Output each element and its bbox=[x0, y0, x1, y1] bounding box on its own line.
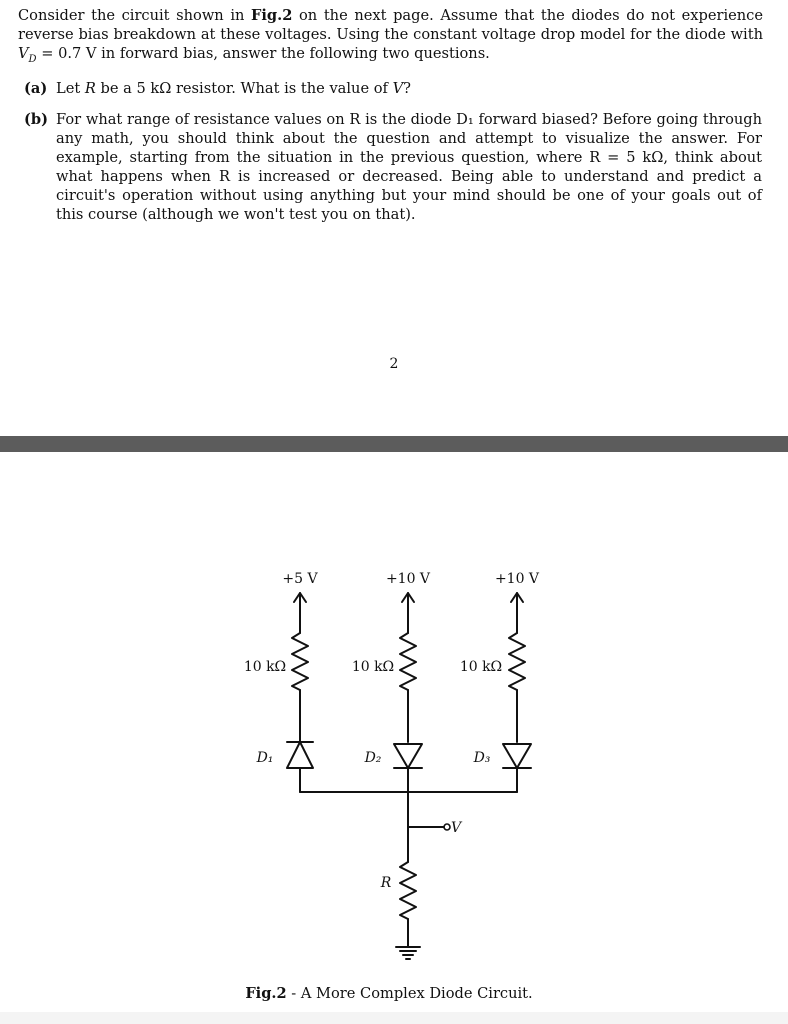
supply-arrow-3 bbox=[511, 593, 523, 633]
supply-arrow-1 bbox=[294, 593, 306, 633]
bottom-strip bbox=[0, 1012, 788, 1024]
resistor-label-1: 10 kΩ bbox=[243, 659, 287, 675]
diode-d3 bbox=[503, 744, 531, 792]
resistor-r-label: R bbox=[380, 875, 392, 891]
intro-paragraph: Consider the circuit shown in Fig.2 on the next page. Assume that the diodes do not experience reverse bias breakdown at these voltages. Using the constant voltage drop model for the diode with $V_D = 0.7$ V in forward bias, answer the following two questions. bbox=[18, 7, 763, 65]
diode-label-d2: D₂ bbox=[364, 750, 382, 766]
question-a-label: (a) bbox=[24, 80, 48, 97]
page-bottom bbox=[0, 452, 788, 1024]
supply-label-2: +10 V bbox=[385, 571, 431, 587]
question-b-text: For what range of resistance values on R is the diode D₁ forward biased? Before going through any math, you should think about the question and attempt to visualize the answer. For example, starting from the situation in the previous question, where R = 5 kΩ, think about what happens when R is increased or decreased. Being able to understand and predict a circuit's operation without using anything but your mind should be one of your goals out of this course (although we won't test you on that). bbox=[56, 111, 762, 223]
page-top bbox=[0, 0, 788, 436]
resistor-r bbox=[400, 862, 416, 919]
question-a-text: Let R be a 5 kΩ resistor. What is the value of V? bbox=[56, 80, 411, 97]
supply-label-3: +10 V bbox=[494, 571, 540, 587]
output-label: V bbox=[451, 820, 462, 836]
figure-caption: Fig.2 - A More Complex Diode Circuit. bbox=[245, 985, 533, 1002]
resistor-1 bbox=[292, 633, 308, 690]
diode-label-d3: D₃ bbox=[473, 750, 491, 766]
resistor-label-2: 10 kΩ bbox=[351, 659, 395, 675]
diode-d2 bbox=[394, 744, 422, 792]
diode-label-d1: D₁ bbox=[256, 750, 274, 766]
page-break-bar bbox=[0, 436, 788, 452]
ground-icon bbox=[396, 947, 420, 959]
resistor-2 bbox=[400, 633, 416, 690]
resistor-3 bbox=[509, 633, 525, 690]
page-number: 2 bbox=[389, 356, 399, 372]
question-b-label: (b) bbox=[24, 111, 49, 128]
circuit-diagram bbox=[0, 452, 788, 1024]
resistor-label-3: 10 kΩ bbox=[459, 659, 503, 675]
diode-d1 bbox=[287, 742, 313, 792]
supply-arrow-2 bbox=[402, 593, 414, 633]
supply-label-1: +5 V bbox=[282, 571, 318, 587]
fig-reference: Fig.2 bbox=[251, 7, 293, 24]
